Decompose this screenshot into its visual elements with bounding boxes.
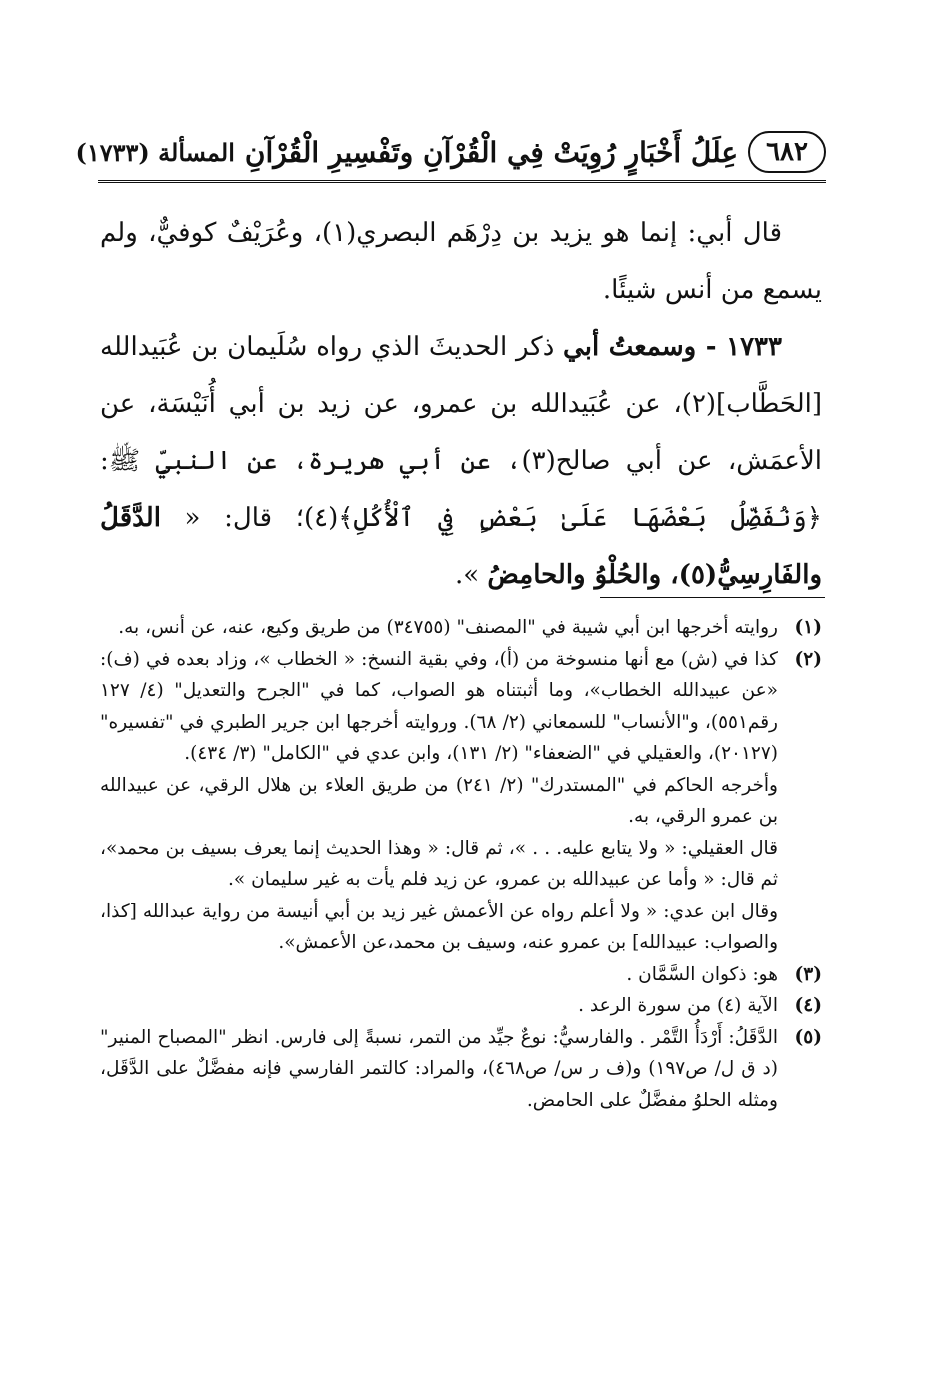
footnote-text: وأخرجه الحاكم في "المستدرك" (٢/ ٢٤١) من طريق العلاء بن هلال الرقي، عن عبيدالله بن عمرو الرقي، به. [100, 774, 778, 827]
footnote-text: روايته أخرجها ابن أبي شيبة في "المصنف" (٣٤٧٥٥) من طريق وكيع، عنه، عن أنس، به. [118, 617, 778, 638]
footnote [100, 959, 822, 991]
paragraph-2-body: ذكر الحديثَ الذي رواه سُلَيمان بن عُبَيدالله [الحَطَّاب](٢)، عن عُبَيدالله بن عمرو، عن زيد بن أبي أُنَيْسَة، عن الأعمَش، عن أبي صالح(٣)، عن أبي هريرة، عن النبيِّ ﷺ: ﴿وَنُفَضِّلُ بَعْضَهَا عَلَىٰ بَعْضٍ فِي ٱلْأُكُلِ﴾(٤)؛ قال: « [100, 332, 822, 533]
running-title: عِلَلُ أَخْبَارٍ رُوِيَتْ فِي الْقُرْآنِ وتَفْسِيرِ الْقُرْآنِ [244, 135, 739, 169]
footnote-text: هو: ذكوان السَّمَّان . [626, 963, 778, 985]
footnote-number: (١) [794, 617, 822, 638]
footnote [100, 644, 822, 959]
paragraph-2 [100, 319, 822, 604]
footnote [100, 612, 822, 644]
main-text [100, 205, 822, 604]
footnote [100, 1022, 822, 1117]
footnote-text: كذا في (ش) مع أنها منسوخة من (أ)، وفي بقية النسخ: « الخطاب »، وزاد بعده في (ف): «عن عبيدالله الخطاب»، وما أثبتناه هو الصواب، كما في "الجرح والتعديل" (٤/ ١٢٧ رقم٥٥١)، و"الأنساب" للسمعاني (٢/ ٦٨). وروايته أخرجها ابن جرير الطبري في "تفسيره" (٢٠١٢٧)، والعقيلي في "الضعفاء" (٢/ ١٣١)، وابن عدي في "الكامل" (٣/ ٤٣٤). [100, 648, 778, 764]
footnote [100, 990, 822, 1022]
footnote-number: (٥) [794, 1026, 822, 1048]
page-number: ٦٨٢ [748, 131, 826, 173]
footnote-number: (٢) [794, 648, 822, 670]
footnote-text: قال العقيلي: « ولا يتابع عليه. . . »، ثم قال: « وهذا الحديث إنما يعرف بسيف بن محمد»، ثم قال: « وأما عن عبيدالله بن عمرو، عن زيد فلم يأت به غير سليمان ». [100, 837, 778, 890]
issue-label: المسألة (١٧٣٣) [75, 137, 235, 167]
footnote-text: الدَّقَلُ: أَرْدَأُ التَّمْر . والفارسيُّ: نوعٌ جيِّد من التمر، نسبةً إلى فارس. انظر "المصباح المنير" (د ق ل/ ص١٩٧) و(ف ر س/ ص٤٦٨)، والمراد: كالتمر الفارسي فإنه مفضَّلٌ على الدَّقَل، ومثله الحلوُ مفضَّلٌ على الحامض. [100, 1026, 778, 1111]
quoted-answer: الدَّقَلُ والفَارِسِيُّ(٥)، والحُلْوُ والحامِضُ [100, 503, 822, 590]
paragraph-lead: وسمعتُ أبي [563, 332, 697, 362]
header-rule [98, 180, 826, 183]
footnote-separator [600, 597, 825, 598]
footnote-text: الآية (٤) من سورة الرعد . [578, 995, 778, 1016]
footnotes [100, 612, 822, 1116]
footnote-number: (٣) [794, 963, 822, 985]
page-header [75, 128, 826, 176]
issue-number: ١٧٣٣ - [696, 332, 782, 362]
paragraph-1: قال أبي: إنما هو يزيد بن دِرْهَم البصري(١)، وعُرَيْفٌ كوفيٌّ، ولم يسمع من أنس شيئًا. [100, 218, 822, 305]
footnote-text: وقال ابن عدي: « ولا أعلم رواه عن الأعمش غير زيد بن أبي أنيسة من رواية عبدالله [كذا، والصواب: عبيدالله] بن عمرو عنه، وسيف بن محمد،عن الأعمش». [100, 900, 778, 953]
paragraph-2-end: ». [454, 560, 488, 590]
footnote-number: (٤) [794, 995, 822, 1016]
